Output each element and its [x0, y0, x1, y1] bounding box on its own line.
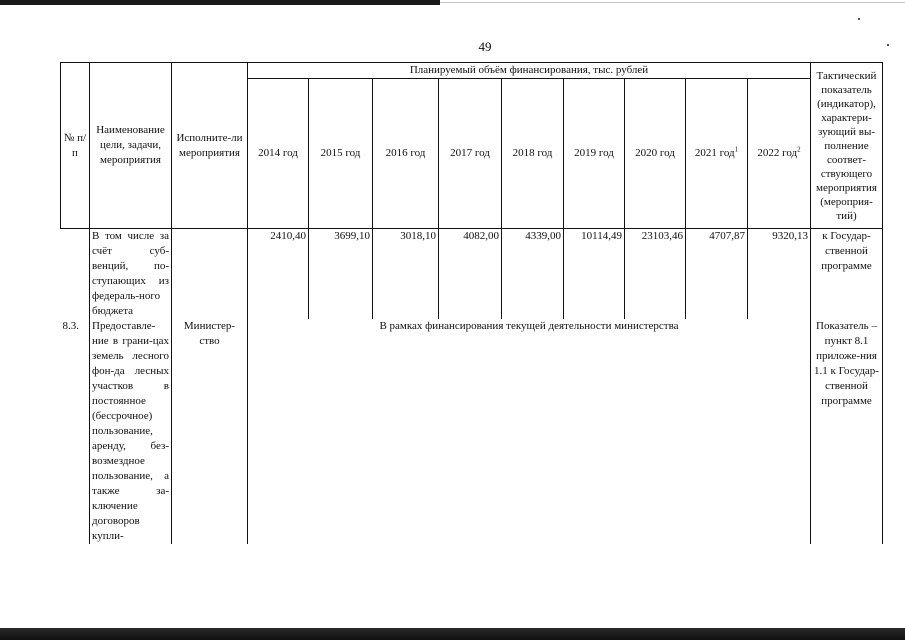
header-year: 2019 год [564, 79, 625, 229]
header-funding: Планируемый объём финансирования, тыс. рублей [248, 63, 811, 79]
header-no: № п/п [61, 63, 90, 229]
row-value: 3699,10 [309, 229, 373, 320]
header-year: 2015 год [309, 79, 373, 229]
header-row-top [61, 63, 883, 79]
table-row [61, 229, 883, 320]
row-executor [172, 229, 248, 320]
row-value: 10114,49 [564, 229, 625, 320]
row-value: 23103,46 [625, 229, 686, 320]
row-executor: Министер-ство [172, 319, 248, 544]
scan-edge-bottom [0, 628, 905, 640]
row-indicator: Показатель – пункт 8.1 приложе-ния 1.1 к Государ-ственной программе [811, 319, 883, 544]
header-year: 2022 год$^2$ [748, 79, 811, 229]
scan-edge-top-thin [440, 2, 905, 3]
header-indicator: Тактический показатель (индикатор), характери-зующий вы-полнение соответ-ствующего мероприятия (мероприя-тий) [811, 63, 883, 229]
header-year: 2016 год [373, 79, 439, 229]
row-value: 4082,00 [439, 229, 502, 320]
row-value: 2410,40 [248, 229, 309, 320]
row-value: 3018,10 [373, 229, 439, 320]
header-name: Наименование цели, задачи, мероприятия [90, 63, 172, 229]
row-value: 9320,13 [748, 229, 811, 320]
row-name: Предоставле-ние в грани-цах земель лесного фон-да лесных участков в постоянное (бессрочное) пользование, аренду, без-возмездное пользование, а также за-ключение договоров купли- [90, 319, 172, 544]
header-year: 2017 год [439, 79, 502, 229]
row-value: 4339,00 [502, 229, 564, 320]
row-funding-note: В рамках финансирования текущей деятельности министерства [248, 319, 811, 544]
scan-speck [887, 44, 889, 46]
scan-edge-top [0, 0, 440, 5]
header-year: 2020 год [625, 79, 686, 229]
row-value: 4707,87 [686, 229, 748, 320]
row-no [61, 229, 90, 320]
header-year: 2018 год [502, 79, 564, 229]
page-number: 49 [478, 39, 492, 54]
funding-table [60, 62, 883, 544]
header-executor: Исполните-ли мероприятия [172, 63, 248, 229]
table-row [61, 319, 883, 544]
header-year: 2014 год [248, 79, 309, 229]
row-name: В том числе за счёт суб-венций, по-ступающих из федераль-ного бюджета [90, 229, 172, 320]
scan-speck [858, 18, 860, 20]
row-no: 8.3. [62, 320, 79, 332]
header-year: 2021 год$^1$ [686, 79, 748, 229]
row-indicator: к Государ-ственной программе [811, 229, 883, 320]
